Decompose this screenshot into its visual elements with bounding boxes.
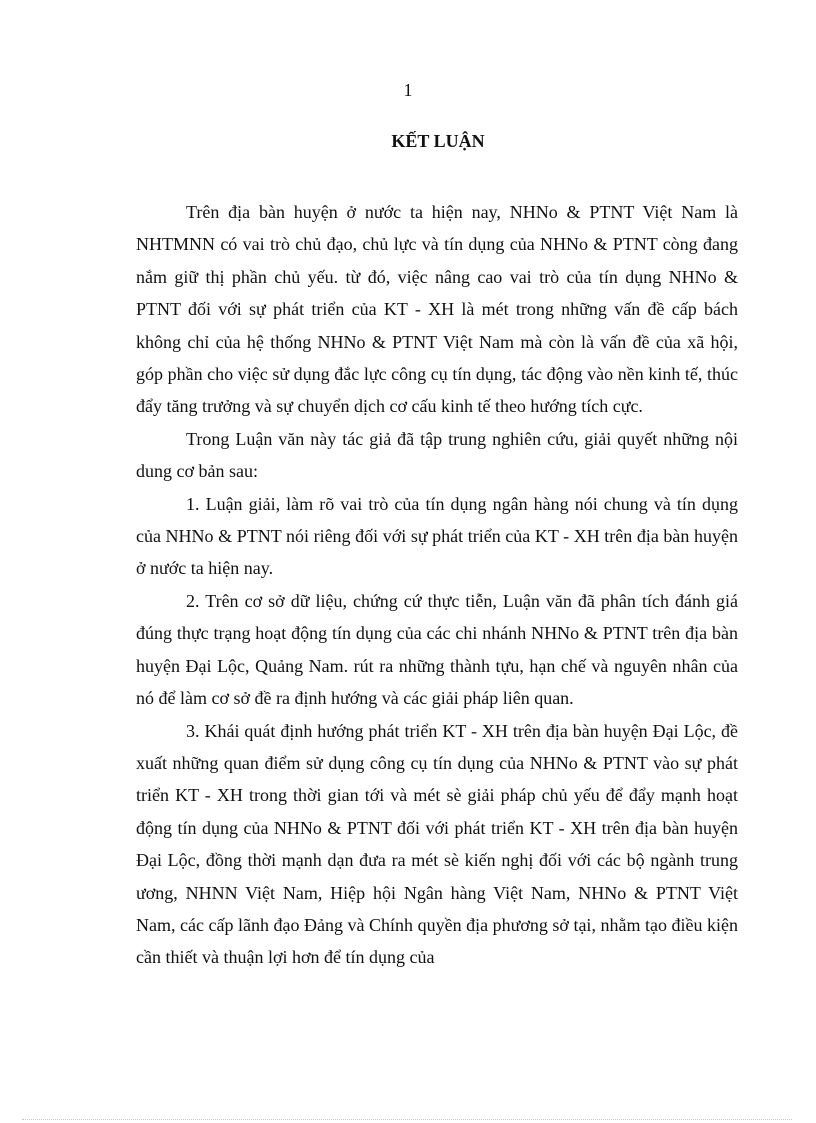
paragraph-point-2: 2. Trên cơ sở dữ liệu, chứng cứ thực tiễn, Luận văn đã phân tích đánh giá đúng thực trạng hoạt động tín dụng của các chi nhánh NHNo & PTNT trên địa bàn huyện Đại Lộc, Quảng Nam. rút ra những thành tựu, hạn chế và nguyên nhân của nó để làm cơ sở đề ra định hướng và các giải pháp liên quan. — [136, 590, 738, 709]
paragraph-point-3: 3. Khái quát định hướng phát triển KT - XH trên địa bàn huyện Đại Lộc, đề xuất những quan điểm sử dụng công cụ tín dụng của NHNo & PTNT vào sự phát triển KT - XH trong thời gian tới và mét sè giải pháp chủ yếu để đẩy mạnh hoạt động tín dụng của NHNo & PTNT đối với phát triển KT - XH trên địa bàn huyện Đại Lộc, đồng thời mạnh dạn đưa ra mét sè kiến nghị đối với các bộ ngành trung ương, NHNN Việt Nam, Hiệp hội Ngân hàng Việt Nam, NHNo & PTNT Việt Nam, các cấp lãnh đạo Đảng và Chính quyền địa phương sở tại, nhằm tạo điều kiện cần thiết và thuận lợi hơn để tín dụng của — [136, 720, 738, 968]
page-bottom-divider — [22, 1119, 792, 1120]
page-title: KẾT LUẬN — [391, 131, 485, 151]
paragraph-summary: Trong Luận văn này tác giả đã tập trung nghiên cứu, giải quyết những nội dung cơ bản sau: — [136, 428, 738, 482]
paragraph-intro: Trên địa bàn huyện ở nước ta hiện nay, NHNo & PTNT Việt Nam là NHTMNN có vai trò chủ đạo, chủ lực và tín dụng của NHNo & PTNT còng đang nắm giữ thị phần chủ yếu. từ đó, việc nâng cao vai trò của tín dụng NHNo & PTNT đối với sự phát triển của KT - XH là mét trong những vấn đề cấp bách không chỉ của hệ thống NHNo & PTNT Việt Nam mà còn là vấn đề của xã hội, góp phần cho việc sử dụng đắc lực công cụ tín dụng, tác động vào nền kinh tế, thúc đẩy tăng trưởng và sự chuyển dịch cơ cấu kinh tế theo hướng tích cực. — [136, 202, 738, 417]
paragraph-point-1: 1. Luận giải, làm rõ vai trò của tín dụng ngân hàng nói chung và tín dụng của NHNo & PTNT nói riêng đối với sự phát triển của KT - XH trên địa bàn huyện ở nước ta hiện nay. — [136, 493, 738, 579]
document-body — [136, 196, 738, 974]
page-number: 1 — [403, 80, 413, 100]
